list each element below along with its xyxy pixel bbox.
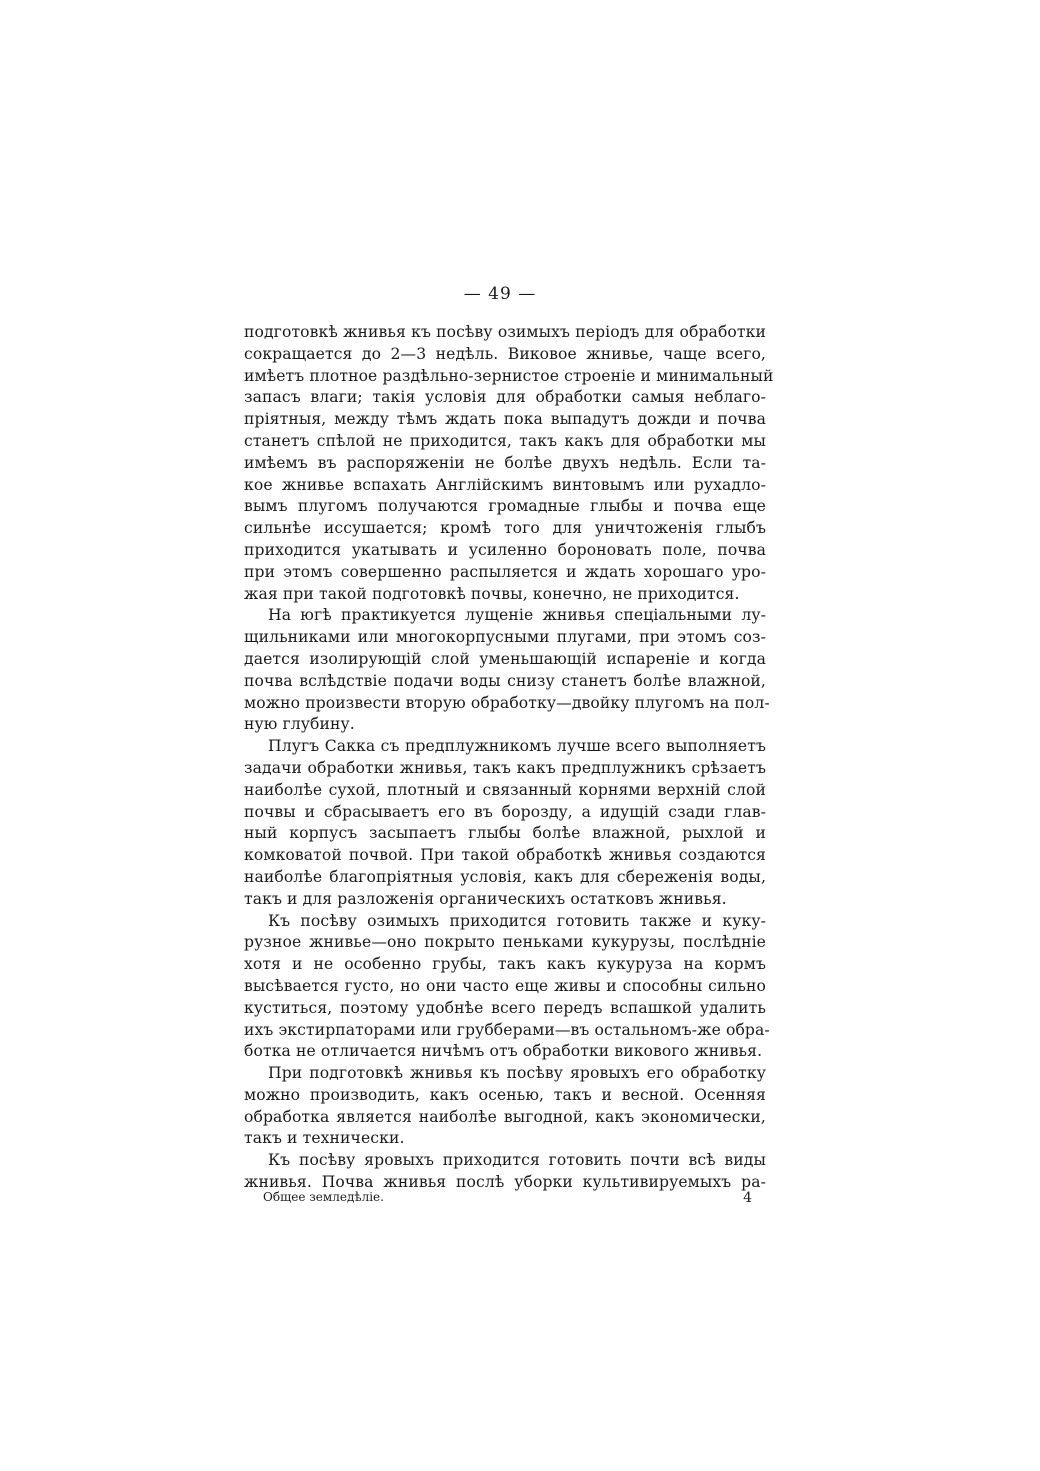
text-line: ихъ экстирпаторами или грубберами—въ остальномъ-же обра-: [244, 1020, 770, 1039]
text-line: рузное жнивье—оно покрыто пеньками кукурузы, послѣдніе: [244, 933, 766, 952]
page-footer: [263, 1190, 752, 1206]
text-line: кое жнивье вспахать Англійскимъ винтовымъ или рухадло-: [244, 475, 766, 494]
text-line: жая при такой подготовкѣ почвы, конечно, не приходится.: [244, 584, 740, 603]
text-line: ботка не отличается ничѣмъ отъ обработки викового жнивья.: [244, 1042, 763, 1061]
text-line: щильниками или многокорпусными плугами, при этомъ соз-: [244, 628, 766, 647]
text-line: запасъ влаги; такія условія для обработки самыя неблаго-: [244, 388, 766, 407]
text-line: почва вслѣдствіе подачи воды снизу станетъ болѣе влажной,: [244, 671, 766, 690]
text-line: приходится укатывать и усиленно бороновать поле, почва: [244, 540, 766, 559]
text-line: жнивья. Почва жнивья послѣ уборки культивируемыхъ ра-: [244, 1173, 766, 1192]
text-line: хотя и не особенно грубы, такъ какъ кукуруза на кормъ: [244, 955, 766, 974]
text-line: наиболѣе сухой, плотный и связанный корнями верхній слой: [244, 780, 766, 799]
page-number: — 49 —: [463, 284, 537, 304]
text-line: подготовкѣ жнивья къ посѣву озимыхъ періодъ для обработки: [244, 323, 766, 341]
text-line: сильнѣе иссушается; кромѣ того для уничтоженія глыбъ: [244, 519, 766, 538]
text-line: можно производить, какъ осенью, такъ и весной. Осенняя: [244, 1085, 766, 1104]
text-line: высѣвается густо, но они часто еще живы и способны сильно: [244, 976, 766, 995]
text-line: Плугъ Сакка съ предплужникомъ лучше всего выполняетъ: [268, 737, 766, 756]
body-text: [244, 322, 774, 1194]
text-line: такъ и технически.: [244, 1129, 405, 1148]
text-line: имѣетъ плотное раздѣльно-зернистое строеніе и минимальный: [244, 366, 774, 385]
text-line: комковатой почвой. При такой обработкѣ жнивья создаются: [244, 846, 766, 865]
text-line: можно произвести вторую обработку—двойку плугомъ на пол-: [244, 693, 770, 712]
text-line: вымъ плугомъ получаются громадные глыбы и почва еще: [244, 497, 766, 516]
text-line: ный корпусъ засыпаетъ глыбы болѣе влажной, рыхлой и: [244, 824, 766, 843]
text-line: станетъ спѣлой не приходится, такъ какъ для обработки мы: [244, 431, 766, 450]
text-line: наиболѣе благопріятныя условія, какъ для сбереженія воды,: [244, 867, 766, 886]
text-line: Къ посѣву яровыхъ приходится готовить почти всѣ виды: [268, 1151, 766, 1170]
text-line: ную глубину.: [244, 715, 355, 734]
text-line: При подготовкѣ жнивья къ посѣву яровыхъ его обработку: [268, 1064, 766, 1083]
text-line: пріятныя, между тѣмъ ждать пока выпадутъ дожди и почва: [244, 410, 766, 429]
text-line: Къ посѣву озимыхъ приходится готовить также и куку-: [268, 911, 766, 930]
text-line: На югѣ практикуется лущеніе жнивья спеціальными лу-: [268, 606, 766, 625]
footer-book-title: Общее земледѣліе.: [263, 1190, 384, 1204]
text-line: сокращается до 2—3 недѣль. Виковое жнивье, чаще всего,: [244, 344, 766, 363]
text-line: почвы и сбрасываетъ его въ борозду, а идущій сзади глав-: [244, 802, 766, 821]
text-line: при этомъ совершенно распыляется и ждать хорошаго уро-: [244, 562, 766, 581]
text-line: задачи обработки жнивья, такъ какъ предплужникъ срѣзаетъ: [244, 758, 766, 777]
text-line: дается изолирующій слой уменьшающій испареніе и когда: [244, 649, 766, 668]
text-line: имѣемъ въ распоряженіи не болѣе двухъ недѣль. Если та-: [244, 453, 766, 472]
text-line: обработка является наиболѣе выгодной, какъ экономически,: [244, 1107, 766, 1126]
text-line: такъ и для разложенія органическихъ остатковъ жнивья.: [244, 889, 727, 908]
footer-signature-number: 4: [743, 1190, 752, 1206]
text-line: куститься, поэтому удобнѣе всего передъ вспашкой удалить: [244, 998, 766, 1017]
